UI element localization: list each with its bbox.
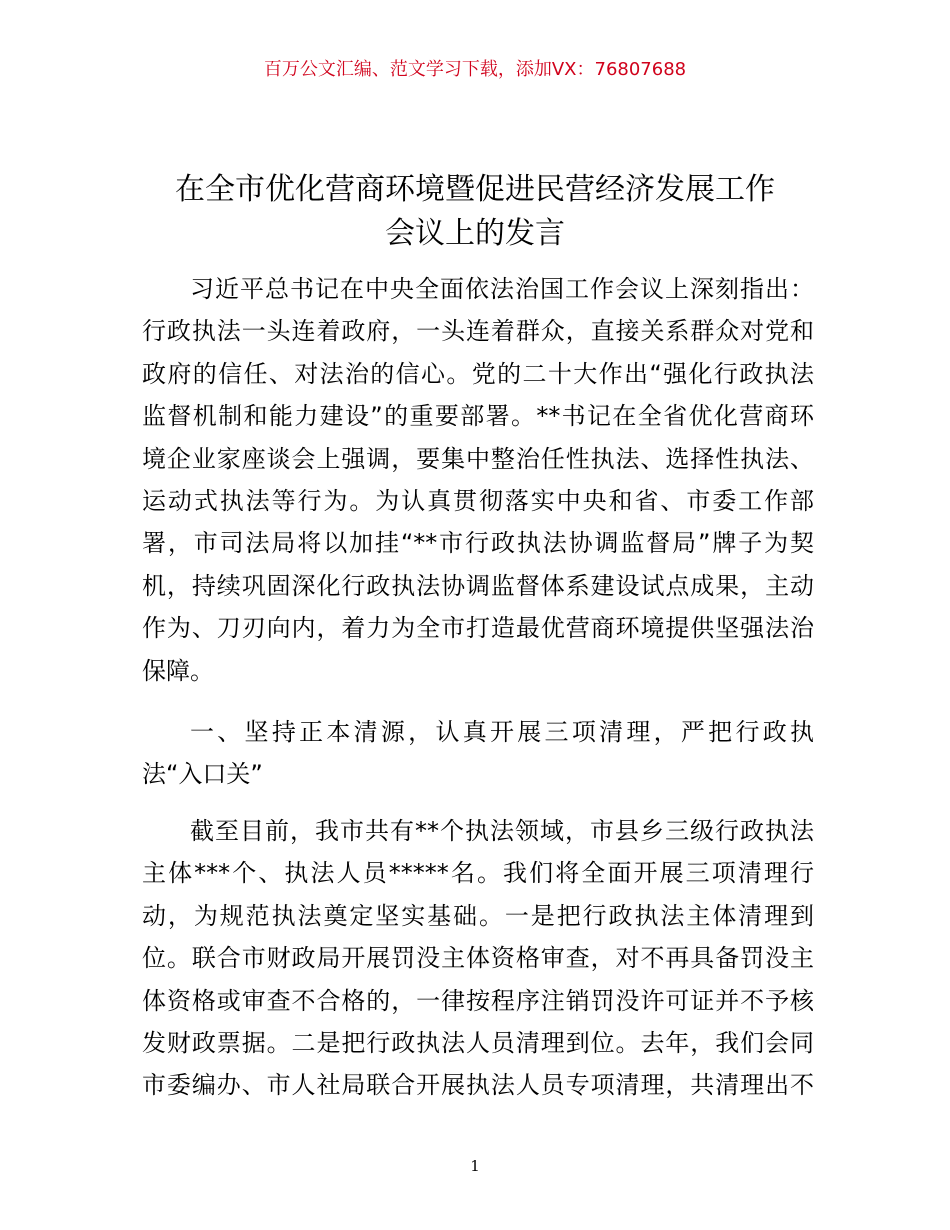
text-line: 法“入口关”	[142, 760, 263, 789]
title-line-1: 在全市优化营商环境暨促进民营经济发展工作	[175, 172, 775, 207]
text-line: 习近平总书记在中央全面依法治国工作会议上深刻指出：	[190, 275, 814, 303]
section-heading-1	[142, 711, 814, 796]
title-line-2: 会议上的发言	[385, 216, 565, 251]
text-line: 机，持续巩固深化行政执法协调监督体系建设试点成果，主动	[142, 571, 814, 600]
text-line: 发财政票据。二是把行政执法人员清理到位。去年，我们会同	[142, 1029, 814, 1058]
text-line: 作为、刀刃向内，着力为全市打造最优营商环境提供坚强法治	[142, 614, 814, 643]
text-line: 运动式执法等行为。为认真贯彻落实中央和省、市委工作部	[142, 487, 814, 516]
page-number: 1	[470, 1157, 480, 1175]
text-line: 境企业家座谈会上强调，要集中整治任性执法、选择性执法、	[142, 444, 814, 473]
document-title	[120, 168, 830, 256]
text-line: 保障。	[142, 656, 214, 685]
text-line: 截至目前，我市共有**个执法领域，市县乡三级行政执法	[190, 817, 814, 845]
text-line: 一、坚持正本清源，认真开展三项清理，严把行政执	[190, 718, 814, 746]
text-line: 位。联合市财政局开展罚没主体资格审查，对不再具备罚没主	[142, 944, 814, 973]
text-line: 政府的信任、对法治的信心。党的二十大作出“强化行政执法	[142, 359, 814, 388]
text-line: 行政执法一头连着政府，一头连着群众，直接关系群众对党和	[142, 317, 814, 346]
text-line: 署，市司法局将以加挂“**市行政执法协调监督局”牌子为契	[142, 529, 814, 558]
text-line: 体资格或审查不合格的，一律按程序注销罚没许可证并不予核	[142, 986, 814, 1015]
paragraph-intro	[142, 268, 814, 692]
text-line: 监督机制和能力建设”的重要部署。**书记在全省优化营商环	[142, 402, 814, 431]
text-line: 市委编办、市人社局联合开展执法人员专项清理，共清理出不	[142, 1071, 814, 1100]
text-line: 动，为规范执法奠定坚实基础。一是把行政执法主体清理到	[142, 901, 814, 930]
header-note: 百万公文汇编、范文学习下载，添加VX：76807688	[263, 59, 687, 80]
text-line: 主体***个、执法人员*****名。我们将全面开展三项清理行	[142, 859, 814, 888]
paragraph-section-1-body	[142, 810, 814, 1107]
